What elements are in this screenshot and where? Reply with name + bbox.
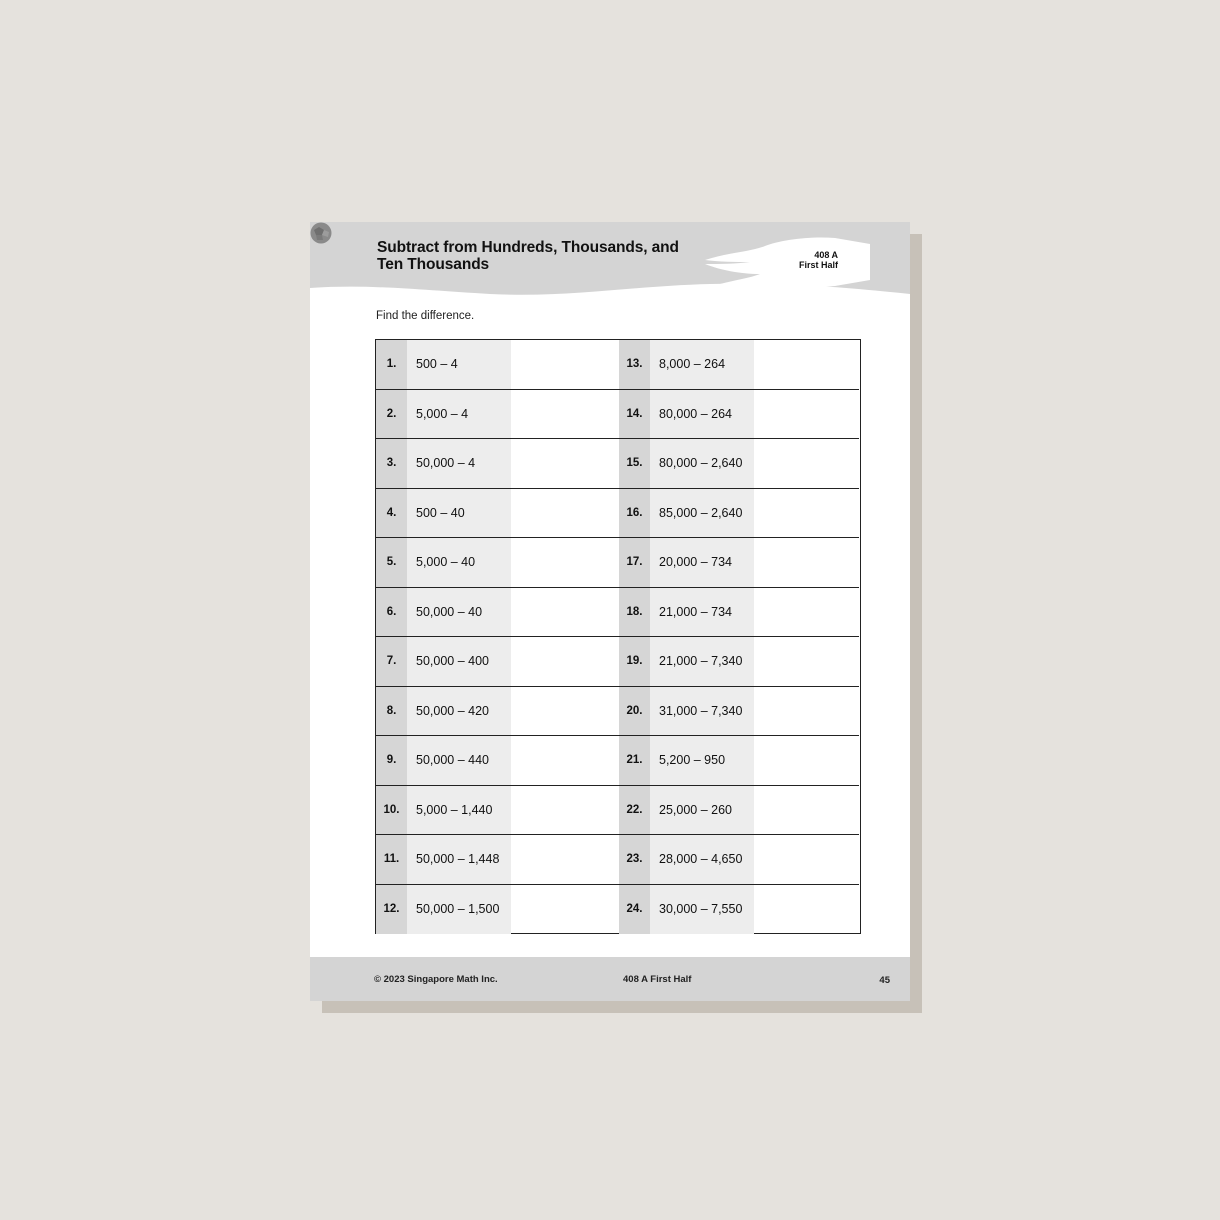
problem-number: 19.	[619, 637, 650, 686]
problem-expression: 50,000 – 400	[407, 637, 511, 686]
answer-space[interactable]	[754, 489, 859, 538]
problem-number: 7.	[376, 637, 407, 686]
table-row	[376, 687, 859, 737]
level-label	[799, 250, 838, 270]
problem-number: 9.	[376, 736, 407, 785]
table-row	[376, 885, 859, 935]
answer-space[interactable]	[754, 786, 859, 835]
problem-number: 10.	[376, 786, 407, 835]
worksheet-page	[310, 222, 910, 1001]
problem-expression: 31,000 – 7,340	[650, 687, 754, 736]
problem-number: 3.	[376, 439, 407, 488]
answer-space[interactable]	[511, 340, 619, 389]
answer-space[interactable]	[754, 835, 859, 884]
answer-space[interactable]	[511, 637, 619, 686]
problem-number: 2.	[376, 390, 407, 439]
answer-space[interactable]	[511, 885, 619, 935]
level-half: First Half	[798, 260, 838, 270]
problem-expression: 50,000 – 1,448	[407, 835, 511, 884]
problem-expression: 5,000 – 1,440	[407, 786, 511, 835]
footer	[310, 957, 910, 1001]
problem-number: 13.	[619, 340, 650, 389]
problem-expression: 50,000 – 440	[407, 736, 511, 785]
problem-expression: 5,200 – 950	[650, 736, 754, 785]
problem-number: 14.	[619, 390, 650, 439]
table-row	[376, 538, 859, 588]
page-number: 45	[879, 975, 890, 986]
table-row	[376, 390, 859, 440]
answer-space[interactable]	[754, 390, 859, 439]
problem-expression: 20,000 – 734	[650, 538, 754, 587]
problem-number: 17.	[619, 538, 650, 587]
problem-expression: 5,000 – 4	[407, 390, 511, 439]
title-line-1: Subtract from Hundreds, Thousands, and	[377, 239, 679, 256]
problem-expression: 21,000 – 7,340	[650, 637, 754, 686]
answer-space[interactable]	[754, 538, 859, 587]
answer-space[interactable]	[754, 885, 859, 935]
table-row	[376, 340, 859, 390]
page-title	[377, 239, 707, 273]
problem-expression: 21,000 – 734	[650, 588, 754, 637]
table-row	[376, 439, 859, 489]
problem-expression: 50,000 – 4	[407, 439, 511, 488]
answer-space[interactable]	[511, 538, 619, 587]
problem-expression: 85,000 – 2,640	[650, 489, 754, 538]
problem-expression: 8,000 – 264	[650, 340, 754, 389]
answer-space[interactable]	[754, 588, 859, 637]
problem-number: 8.	[376, 687, 407, 736]
answer-space[interactable]	[511, 390, 619, 439]
problem-grid	[375, 339, 861, 934]
problem-expression: 25,000 – 260	[650, 786, 754, 835]
problem-number: 23.	[619, 835, 650, 884]
title-line-2: Ten Thousands	[377, 256, 490, 273]
table-row	[376, 786, 859, 836]
problem-number: 21.	[619, 736, 650, 785]
problem-number: 4.	[376, 489, 407, 538]
problem-expression: 50,000 – 420	[407, 687, 511, 736]
answer-space[interactable]	[754, 736, 859, 785]
problem-expression: 5,000 – 40	[407, 538, 511, 587]
answer-space[interactable]	[754, 340, 859, 389]
problem-expression: 500 – 4	[407, 340, 511, 389]
table-row	[376, 637, 859, 687]
problem-expression: 80,000 – 2,640	[650, 439, 754, 488]
problem-number: 1.	[376, 340, 407, 389]
problem-expression: 50,000 – 40	[407, 588, 511, 637]
problem-expression: 500 – 40	[407, 489, 511, 538]
problem-number: 16.	[619, 489, 650, 538]
problem-number: 6.	[376, 588, 407, 637]
answer-space[interactable]	[754, 439, 859, 488]
problem-number: 5.	[376, 538, 407, 587]
answer-space[interactable]	[511, 588, 619, 637]
instruction-text: Find the difference.	[376, 310, 475, 322]
table-row	[376, 489, 859, 539]
answer-space[interactable]	[511, 439, 619, 488]
copyright-text: © 2023 Singapore Math Inc.	[374, 974, 498, 985]
problem-expression: 30,000 – 7,550	[650, 885, 754, 935]
footer-level: 408 A First Half	[623, 974, 692, 985]
table-row	[376, 835, 859, 885]
problem-number: 11.	[376, 835, 407, 884]
table-row	[376, 588, 859, 638]
answer-space[interactable]	[511, 736, 619, 785]
problem-expression: 50,000 – 1,500	[407, 885, 511, 935]
ball-icon	[310, 222, 332, 244]
table-row	[376, 736, 859, 786]
problem-number: 22.	[619, 786, 650, 835]
problem-number: 20.	[619, 687, 650, 736]
problem-expression: 28,000 – 4,650	[650, 835, 754, 884]
answer-space[interactable]	[754, 687, 859, 736]
level-code: 408 A	[814, 250, 838, 260]
answer-space[interactable]	[511, 687, 619, 736]
problem-number: 24.	[619, 885, 650, 935]
answer-space[interactable]	[511, 835, 619, 884]
header-band	[310, 222, 910, 302]
problem-number: 12.	[376, 885, 407, 935]
problem-number: 18.	[619, 588, 650, 637]
answer-space[interactable]	[511, 786, 619, 835]
answer-space[interactable]	[754, 637, 859, 686]
answer-space[interactable]	[511, 489, 619, 538]
problem-expression: 80,000 – 264	[650, 390, 754, 439]
problem-number: 15.	[619, 439, 650, 488]
